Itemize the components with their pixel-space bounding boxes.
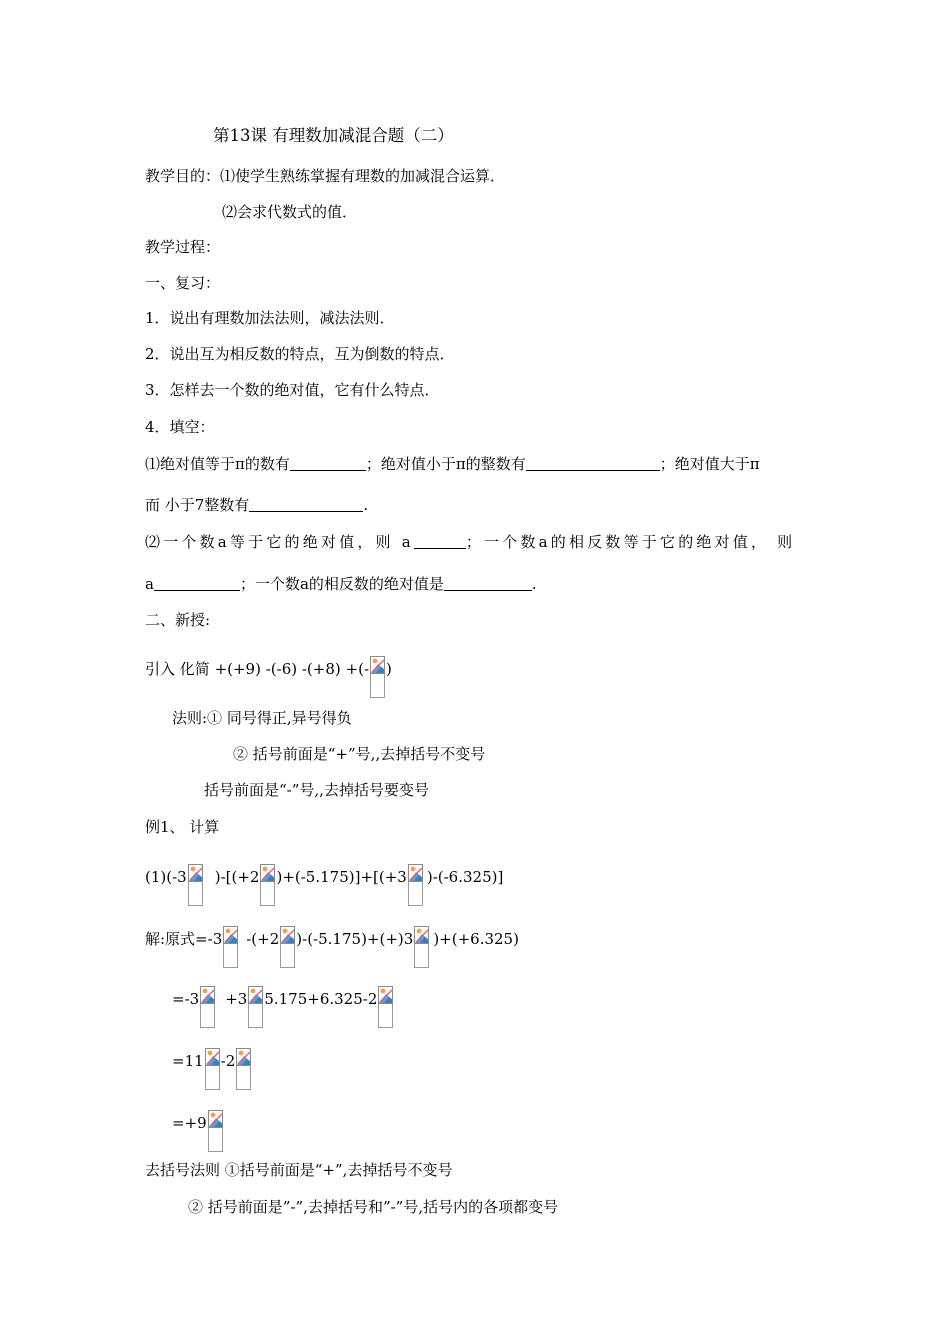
math-text: )+(-5.175)]+[(+3 bbox=[276, 868, 407, 886]
math-text: 5.175+6.325-2 bbox=[264, 990, 378, 1008]
math-text: )-(-5.175)+(+)3 bbox=[296, 930, 414, 948]
review-item: 1．说出有理数加法法则，减法法则． bbox=[145, 309, 395, 327]
fill-text: ；一个数a的相反数等于它的绝对值， 则 bbox=[465, 533, 796, 551]
answer-blank bbox=[444, 576, 532, 591]
section-heading: 二、新授: bbox=[145, 611, 211, 629]
problem-line bbox=[145, 864, 503, 906]
rule-line: 法则:① 同号得正,异号得负 bbox=[172, 709, 352, 727]
fill-text: ；一个数a的相反数的绝对值是 bbox=[239, 575, 444, 593]
fill-text: ⑵一个数a等于它的绝对值，则 a bbox=[145, 533, 414, 551]
solution-line bbox=[172, 1048, 252, 1090]
fill-text: . bbox=[531, 575, 537, 593]
example-label: 例1、 计算 bbox=[145, 818, 220, 836]
solution-line bbox=[172, 1110, 224, 1152]
broken-image-icon bbox=[378, 986, 393, 1028]
broken-image-icon bbox=[370, 656, 385, 698]
intro-line bbox=[145, 656, 392, 698]
fill-blank-line bbox=[145, 454, 760, 474]
fill-blank-line bbox=[145, 532, 795, 552]
process-label: 教学过程： bbox=[145, 238, 221, 256]
bracket-rule: ② 括号前面是”-”,去掉括号和”-”号,括号内的各项都变号 bbox=[188, 1198, 559, 1216]
math-text: )-[(+2 bbox=[214, 868, 260, 886]
broken-image-icon bbox=[248, 986, 263, 1028]
objective-item: ⑵会求代数式的值． bbox=[222, 203, 358, 221]
math-text: )+(+6.325) bbox=[433, 930, 519, 948]
answer-blank bbox=[154, 576, 240, 591]
answer-blank bbox=[414, 534, 466, 549]
math-text: =-3 bbox=[172, 990, 200, 1008]
broken-image-icon bbox=[200, 986, 215, 1028]
broken-image-icon bbox=[260, 864, 275, 906]
math-text: =+9 bbox=[172, 1114, 207, 1132]
rule-line: 括号前面是“-”号,,去掉括号要变号 bbox=[204, 781, 429, 799]
math-text: 解:原式=-3 bbox=[145, 930, 223, 948]
objectives-line-1 bbox=[145, 166, 505, 186]
page-title: 第13课 有理数加减混合题（二） bbox=[213, 126, 454, 145]
fill-text: a bbox=[145, 575, 154, 593]
math-text: )-(-6.325)] bbox=[426, 868, 504, 886]
rule-line: ② 括号前面是“+”号,,去掉括号不变号 bbox=[233, 745, 486, 763]
answer-blank bbox=[249, 497, 363, 512]
solution-line bbox=[145, 926, 519, 968]
math-text: =11 bbox=[172, 1052, 204, 1070]
fill-text: ；绝对值大于π bbox=[659, 455, 760, 473]
section-heading: 一、复习： bbox=[145, 274, 221, 292]
broken-image-icon bbox=[205, 1048, 220, 1090]
review-item: 3．怎样去一个数的绝对值，它有什么特点． bbox=[145, 381, 440, 399]
objectives-label: 教学目的： bbox=[145, 167, 221, 185]
review-item: 4．填空： bbox=[145, 418, 215, 436]
bracket-rule: 去括号法则 ①括号前面是“+”,去掉括号不变号 bbox=[145, 1161, 453, 1179]
fill-text: . bbox=[363, 496, 369, 514]
broken-image-icon bbox=[280, 926, 295, 968]
answer-blank bbox=[290, 456, 366, 471]
answer-blank bbox=[526, 456, 660, 471]
objective-item: ⑴使学生熟练掌握有理数的加减混合运算． bbox=[220, 167, 506, 185]
fill-text: ；绝对值小于π的整数有 bbox=[365, 455, 526, 473]
broken-image-icon bbox=[408, 864, 423, 906]
solution-line bbox=[172, 986, 394, 1028]
broken-image-icon bbox=[223, 926, 238, 968]
fill-blank-line bbox=[145, 574, 537, 594]
fill-text: 而 小于7整数有 bbox=[145, 496, 250, 514]
broken-image-icon bbox=[208, 1110, 223, 1152]
math-text: -2 bbox=[220, 1052, 236, 1070]
math-text: ) bbox=[386, 660, 392, 678]
math-text: +(+9) -(-6) -(+8) +(- bbox=[214, 660, 370, 678]
broken-image-icon bbox=[236, 1048, 251, 1090]
fill-blank-line bbox=[145, 495, 368, 515]
broken-image-icon bbox=[188, 864, 203, 906]
math-text: -(+2 bbox=[246, 930, 280, 948]
fill-text: ⑴绝对值等于π的数有 bbox=[145, 455, 290, 473]
broken-image-icon bbox=[414, 926, 429, 968]
review-item: 2．说出互为相反数的特点，互为倒数的特点． bbox=[145, 345, 455, 363]
math-text: +3 bbox=[225, 990, 248, 1008]
math-text: (1)(-3 bbox=[145, 868, 187, 886]
intro-label: 引入 化简 bbox=[145, 660, 210, 678]
